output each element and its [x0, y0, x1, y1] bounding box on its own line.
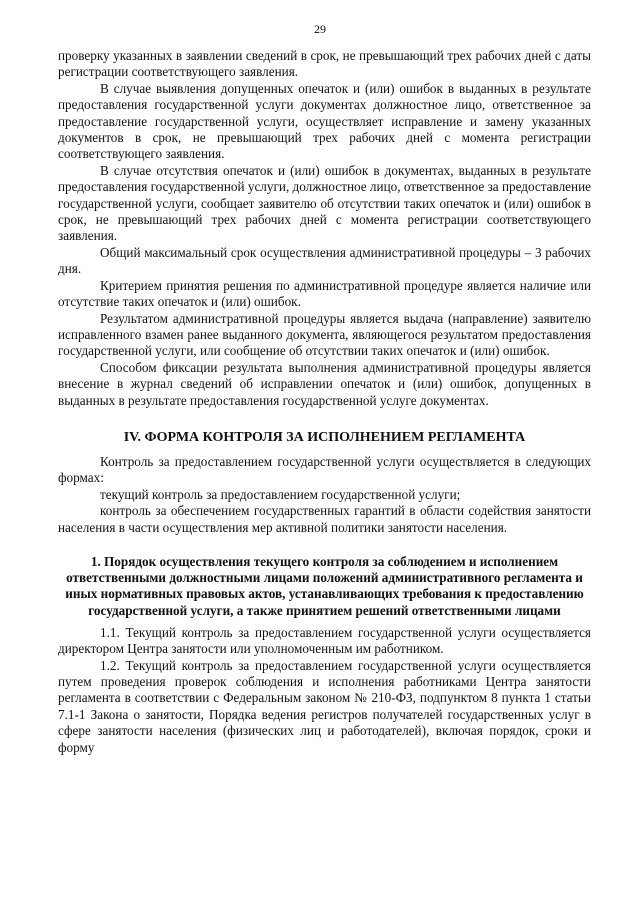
paragraph: проверку указанных в заявлении сведений в срок, не превышающий трех рабочих дней с даты регистрации соответствующего заявления. [58, 48, 591, 80]
document-body [58, 48, 591, 756]
paragraph: контроль за обеспечением государственных гарантий в области содействия занятости населения в части осуществления мер активной политики занятости населения. [58, 503, 591, 535]
paragraph: 1.1. Текущий контроль за предоставлением государственной услуги осуществляется директором Центра занятости или уполномоченным им работником. [58, 624, 591, 657]
paragraph: В случае выявления допущенных опечаток и (или) ошибок в выданных в результате предоставления государственной услуги документах должностное лицо, ответственное за предоставление государственной услуги, осуществляет исправление и замену указанных документов в срок, не превышающий трех рабочих дней с момента регистрации соответствующего заявления. [58, 80, 591, 162]
paragraph: Общий максимальный срок осуществления административной процедуры – 3 рабочих дня. [58, 244, 591, 277]
paragraph: Критерием принятия решения по административной процедуре является наличие или отсутствие таких опечаток и (или) ошибок. [58, 277, 591, 310]
section-heading: IV. ФОРМА КОНТРОЛЯ ЗА ИСПОЛНЕНИЕМ РЕГЛАМЕНТА [123, 429, 526, 445]
bottom-paragraphs [58, 625, 591, 756]
page-number: 29 [314, 22, 326, 36]
paragraph: Контроль за предоставлением государственной услуги осуществляется в следующих формах: [58, 453, 591, 486]
middle-paragraphs [58, 454, 591, 536]
paragraph: текущий контроль за предоставлением государственной услуги; [100, 486, 461, 502]
paragraph: В случае отсутствия опечаток и (или) ошибок в документах, выданных в результате предоставления государственной услуги, должностное лицо, ответственное за предоставление государственной услуги, сообщает заявителю об отсутствии таких опечаток и (или) ошибок в срок, не превышающий трех рабочих дней с момента регистрации соответствующего заявления. [58, 162, 591, 244]
paragraph: Результатом административной процедуры является выдача (направление) заявителю исправленного взамен ранее выданного документа, являющегося результатом предоставления государственной услуги, или сообщение об отсутствии таких опечаток и (или) ошибок. [58, 310, 591, 359]
top-paragraphs [58, 48, 591, 409]
paragraph: 1.2. Текущий контроль за предоставлением государственной услуги осуществляется путем проведения проверок соблюдения и исполнения работниками Центра занятости регламента в соответствии с Федеральным законом № 210-ФЗ, подпунктом 8 пункта 1 статьи 7.1-1 Закона о занятости, Порядка ведения регистров получателей государственных услуг в сфере занятости населения (физических лиц и работодателей), включая порядок, сроки и форму [58, 657, 591, 755]
paragraph: Способом фиксации результата выполнения административной процедуры является внесение в журнал сведений об исправлении опечаток и (или) ошибок, допущенных в выданных в результате предоставления государственной услуге документах. [58, 359, 591, 408]
subsection-heading: 1. Порядок осуществления текущего контроля за соблюдением и исполнением ответственными должностными лицами положений административного регламента и иных нормативных правовых актов, устанавливающих требования к предоставлению государственной услуги, а также принятием решений ответственными лицами [65, 553, 584, 618]
